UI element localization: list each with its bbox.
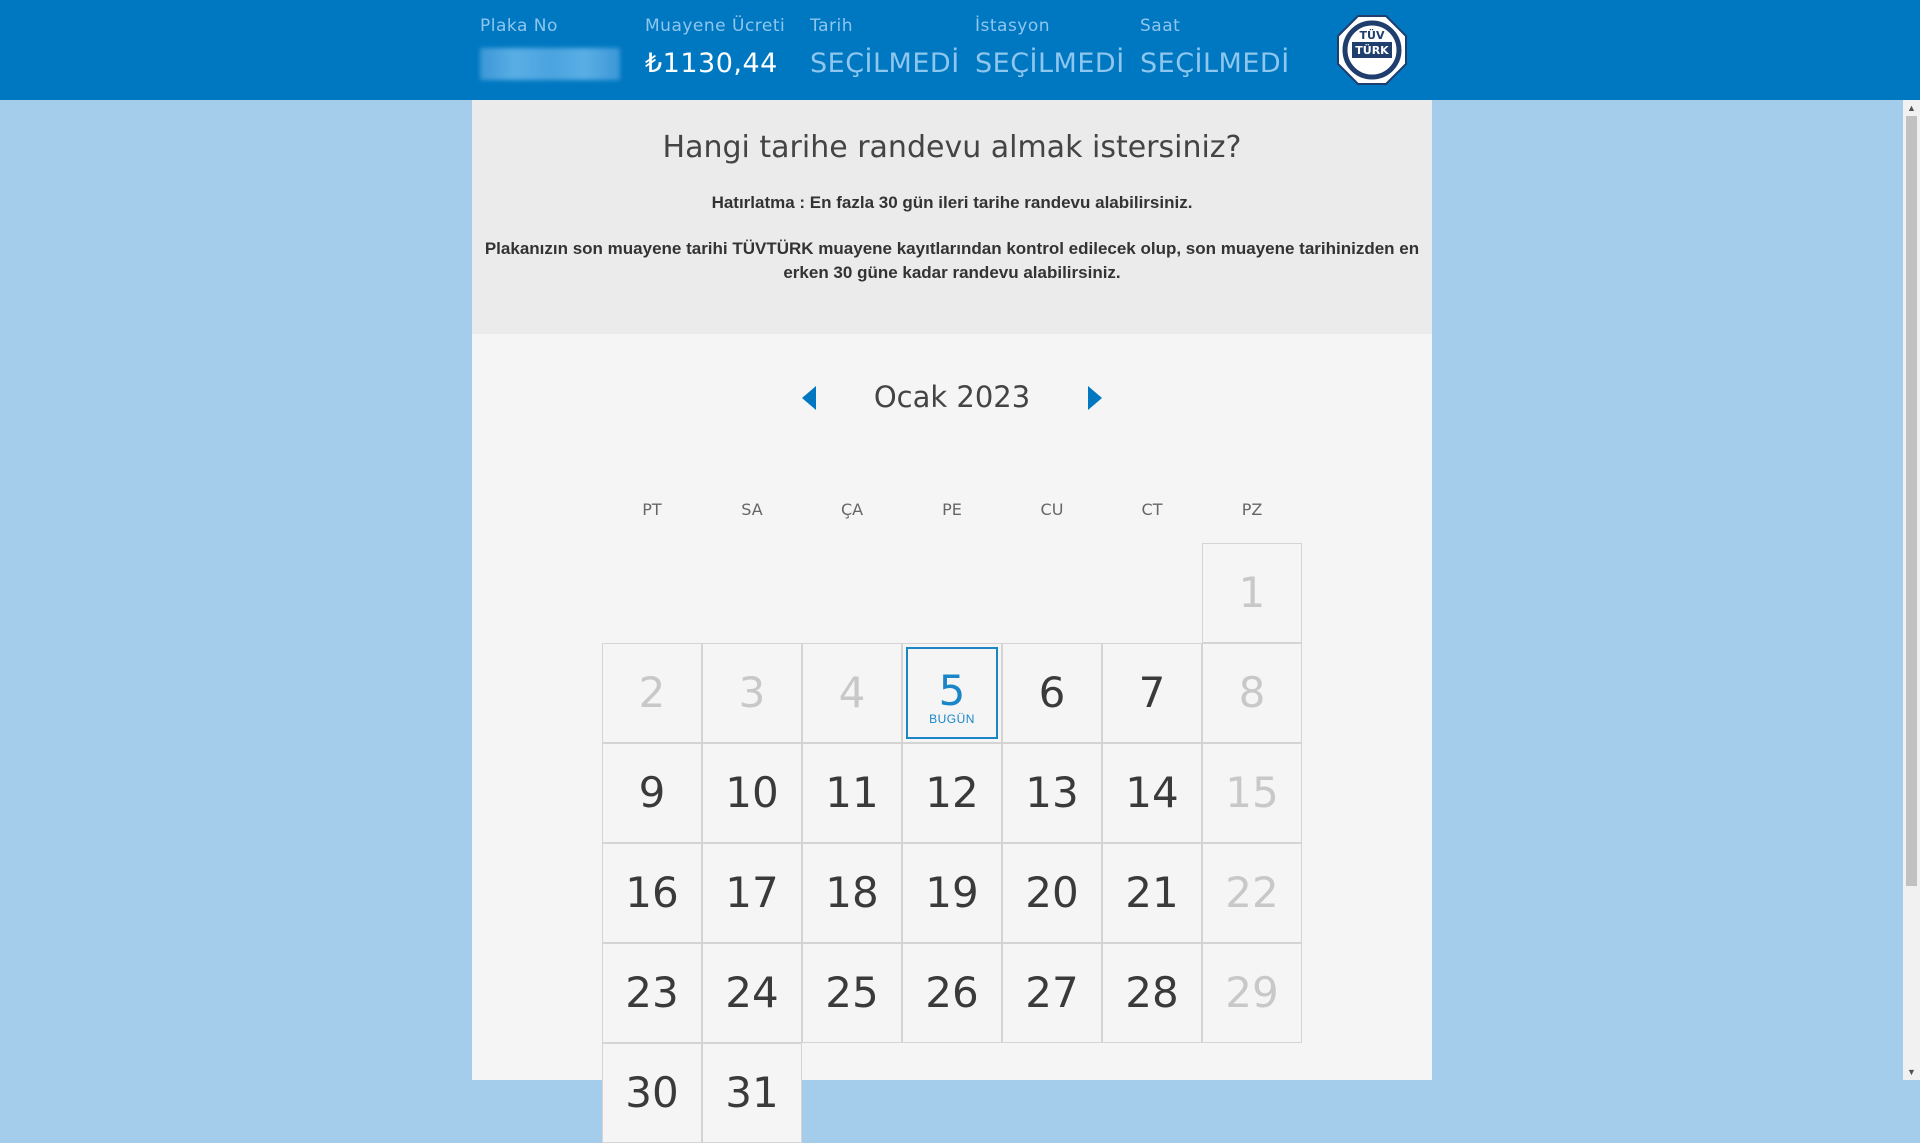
calendar-day[interactable] [902,843,1002,943]
day-number: 5 [938,666,966,715]
day-number: 30 [625,1068,679,1117]
day-number: 12 [925,768,979,817]
top-header [0,0,1920,100]
fee-label: Muayene Ücreti [645,16,786,36]
day-number: 2 [638,668,666,717]
calendar-day[interactable] [702,943,802,1043]
svg-text:TÜRK: TÜRK [1355,44,1389,57]
weekday-label: CT [1141,500,1163,519]
today-highlight [906,647,998,739]
station-field[interactable] [975,16,1125,79]
calendar-day[interactable] [1102,843,1202,943]
page-title: Hangi tarihe randevu almak istersiniz? [662,130,1242,165]
calendar-day[interactable] [1102,643,1202,743]
calendar-day[interactable] [1002,643,1102,743]
day-number: 8 [1238,668,1266,717]
weekday-label: ÇA [840,500,864,519]
weekday-label: PT [642,500,662,519]
calendar-day[interactable] [902,743,1002,843]
plate-field [480,16,620,80]
day-number: 10 [725,768,779,817]
reminder-text: Hatırlatma : En fazla 30 gün ileri tarihe randevu alabilirsiniz. [711,193,1193,212]
calendar-day[interactable] [1002,843,1102,943]
scroll-up-icon[interactable]: ▲ [1907,103,1916,113]
weekday-label: CU [1040,500,1064,519]
calendar-day [1202,843,1302,943]
day-number: 31 [725,1068,779,1117]
scrollbar[interactable] [1903,100,1920,1080]
appointment-panel [472,100,1432,1117]
time-label: Saat [1140,16,1181,36]
plate-label: Plaka No [480,16,558,36]
calendar-day[interactable] [702,743,802,843]
day-number: 13 [1025,768,1079,817]
calendar-day [802,643,902,743]
calendar-day[interactable] [802,843,902,943]
weekday-label: PZ [1241,500,1263,519]
day-number: 26 [925,968,979,1017]
scroll-down-icon[interactable]: ▼ [1907,1067,1916,1077]
time-field[interactable] [1140,16,1290,79]
day-number: 11 [825,768,879,817]
day-number: 14 [1125,768,1179,817]
weekday-header [602,500,1302,520]
day-number: 17 [725,868,779,917]
calendar-day[interactable] [1002,943,1102,1043]
day-number: 24 [725,968,779,1017]
calendar-day [1202,643,1302,743]
day-number: 20 [1025,868,1079,917]
calendar-day[interactable] [602,943,702,1043]
note-text: Plakanızın son muayene tarihi TÜVTÜRK muayene kayıtlarından kontrol edilecek olup, son muayene tarihinizden en erken 30 güne kadar randevu alabilirsiniz. [484,239,1420,282]
calendar-day[interactable] [1102,743,1202,843]
calendar-day [1202,943,1302,1043]
month-title: Ocak 2023 [873,380,1031,414]
day-number: 1 [1238,568,1266,617]
day-number: 29 [1225,968,1279,1017]
fee-field [645,16,785,79]
prev-month-arrow-icon[interactable] [802,386,816,410]
today-label: BUGÜN [929,712,975,726]
date-label: Tarih [810,16,853,36]
svg-text:TÜV: TÜV [1359,29,1385,42]
day-number: 3 [738,668,766,717]
date-value: SEÇİLMEDİ [810,48,960,79]
day-number: 4 [838,668,866,717]
day-number: 6 [1038,668,1066,717]
day-number: 15 [1225,768,1279,817]
weekday-label: PE [942,500,962,519]
calendar-day[interactable] [702,1043,802,1143]
calendar-day[interactable] [602,1043,702,1143]
day-number: 16 [625,868,679,917]
date-field[interactable] [810,16,960,79]
calendar-day-today[interactable] [902,643,1002,743]
calendar-day[interactable] [602,743,702,843]
station-label: İstasyon [975,16,1051,36]
calendar-day[interactable] [802,743,902,843]
month-navigation [472,378,1432,418]
weekday-label: SA [741,500,763,519]
station-value: SEÇİLMEDİ [975,48,1125,79]
intro-section [472,100,1432,334]
calendar-day[interactable] [1002,743,1102,843]
day-number: 7 [1138,668,1166,717]
day-number: 21 [1125,868,1179,917]
day-number: 19 [925,868,979,917]
day-number: 9 [638,768,666,817]
calendar-day [602,643,702,743]
day-number: 22 [1225,868,1279,917]
calendar-day [1202,543,1302,643]
calendar-day[interactable] [1102,943,1202,1043]
day-number: 25 [825,968,879,1017]
calendar-day[interactable] [802,943,902,1043]
plate-value-redacted [480,48,620,80]
day-number: 27 [1025,968,1079,1017]
calendar-day[interactable] [702,843,802,943]
day-number: 23 [625,968,679,1017]
day-number: 28 [1125,968,1179,1017]
calendar-day[interactable] [902,943,1002,1043]
calendar-grid [602,543,1302,1117]
scroll-thumb[interactable] [1906,116,1917,886]
time-value: SEÇİLMEDİ [1140,48,1290,79]
day-number: 18 [825,868,879,917]
calendar-day[interactable] [602,843,702,943]
tuvturk-logo[interactable] [1336,14,1408,86]
calendar-day [1202,743,1302,843]
calendar-day [702,643,802,743]
fee-value: ₺1130,44 [645,48,778,79]
next-month-arrow-icon[interactable] [1088,386,1102,410]
